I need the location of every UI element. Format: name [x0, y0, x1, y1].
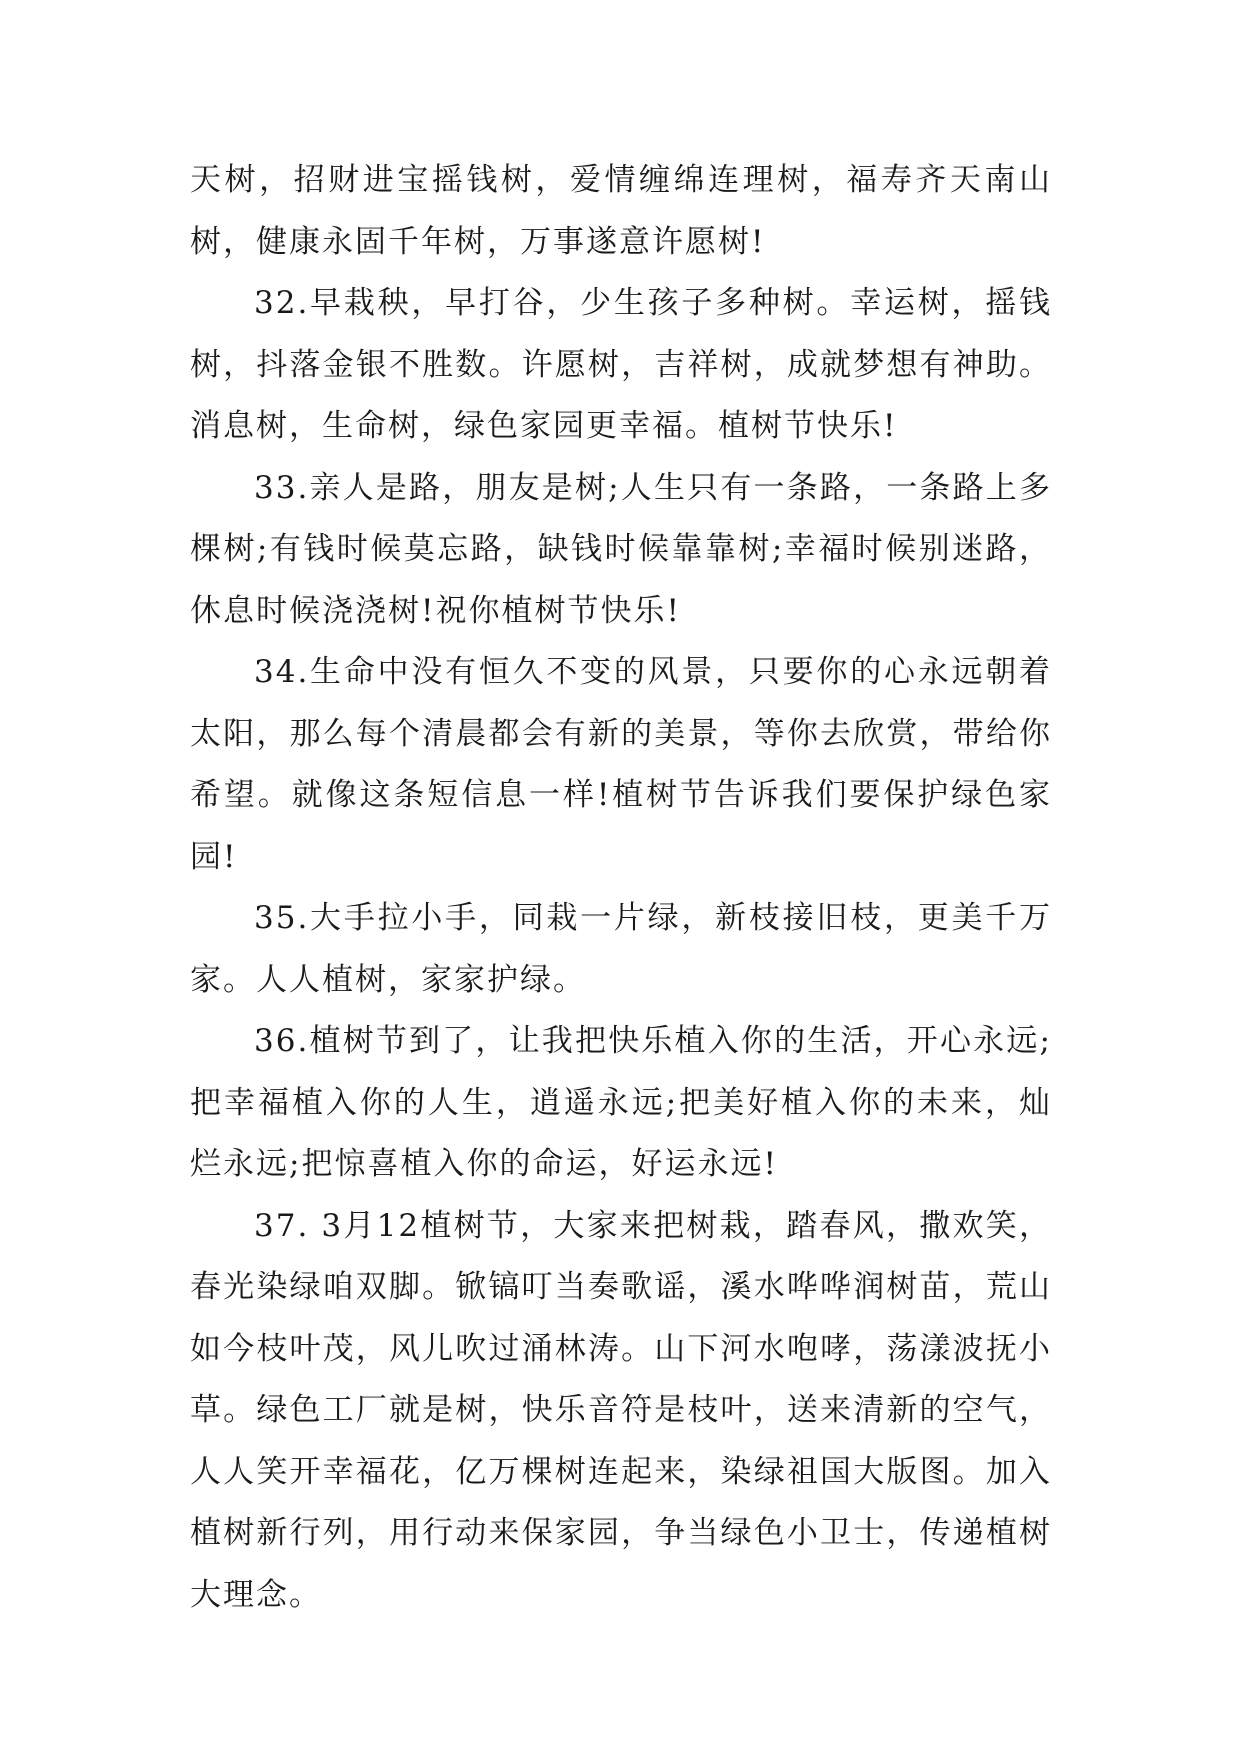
paragraph-item-35: 35.大手拉小手，同栽一片绿，新枝接旧枝，更美千万家。人人植树，家家护绿。	[190, 900, 1052, 998]
paragraph-item-36: 36.植树节到了，让我把快乐植入你的生活，开心永远;把幸福植入你的人生，逍遥永远;把美好植入你的未来，灿烂永远;把惊喜植入你的命运，好运永远!	[190, 1023, 1052, 1182]
paragraph-item-34: 34.生命中没有恒久不变的风景，只要你的心永远朝着太阳，那么每个清晨都会有新的美景，等你去欣赏，带给你希望。就像这条短信息一样!植树节告诉我们要保护绿色家园!	[190, 654, 1052, 875]
document-body	[190, 150, 1052, 1626]
paragraph-item-32: 32.早栽秧，早打谷，少生孩子多种树。幸运树，摇钱树，抖落金银不胜数。许愿树，吉祥树，成就梦想有神助。消息树，生命树，绿色家园更幸福。植树节快乐!	[190, 285, 1052, 444]
paragraph-item-37: 37. 3月12植树节，大家来把树栽，踏春风，撒欢笑，春光染绿咱双脚。锨镐叮当奏歌谣，溪水哗哗润树苗，荒山如今枝叶茂，风儿吹过涌林涛。山下河水咆哮，荡漾波抚小草。绿色工厂就是树，快乐音符是枝叶，送来清新的空气，人人笑开幸福花，亿万棵树连起来，染绿祖国大版图。加入植树新行列，用行动来保家园，争当绿色小卫士，传递植树大理念。	[190, 1207, 1052, 1613]
paragraph-item-33: 33.亲人是路，朋友是树;人生只有一条路，一条路上多棵树;有钱时候莫忘路，缺钱时候靠靠树;幸福时候别迷路，休息时候浇浇树!祝你植树节快乐!	[190, 469, 1052, 629]
paragraph-continuation: 天树，招财进宝摇钱树，爱情缠绵连理树，福寿齐天南山树，健康永固千年树，万事遂意许愿树!	[190, 162, 1052, 260]
